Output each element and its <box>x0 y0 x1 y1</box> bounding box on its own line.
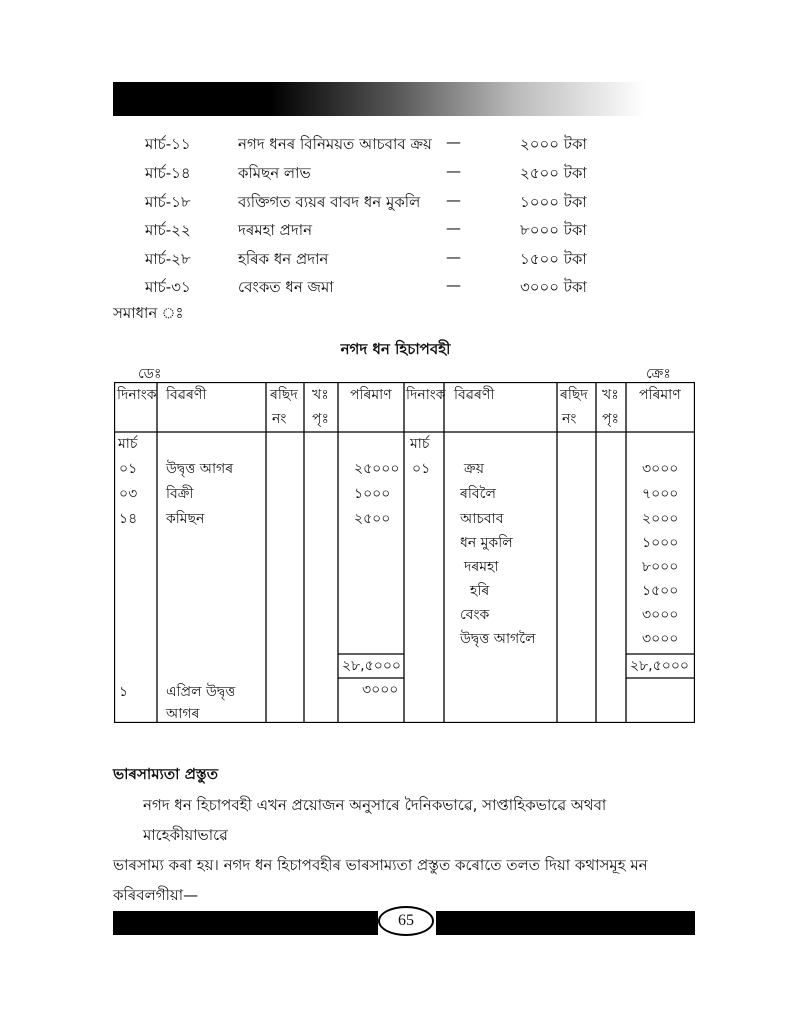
transaction-description: নগদ ধনৰ বিনিময়ত আচবাব ক্রয় <box>238 135 432 153</box>
debit-carry-particulars-2: আগৰ <box>166 706 200 722</box>
transaction-dash: — <box>446 219 461 237</box>
header-gradient-bar <box>113 82 673 116</box>
transaction-dash: — <box>446 162 461 180</box>
credit-total: ২৮,৫০০০ <box>630 658 690 674</box>
debit-carry-particulars: এপ্রিল উদ্বৃত্ত <box>166 684 236 700</box>
transaction-amount: ২০০০ টকা <box>520 135 587 153</box>
transaction-description: ব্যক্তিগত ব্যয়ৰ বাবদ ধন মুকলি <box>238 193 421 211</box>
debit-carry-date: ১ <box>119 684 129 700</box>
cash-book-ledger <box>114 382 695 723</box>
transaction-row <box>0 219 791 249</box>
transaction-date: মার্চ-১৮ <box>145 193 191 211</box>
transaction-description: দৰমহা প্রদান <box>238 221 313 239</box>
section-title: ভাৰসাম্যতা প্রস্তুত <box>113 765 218 783</box>
credit-particulars: বেংক <box>460 607 490 623</box>
header-date: দিনাংক <box>117 387 157 403</box>
debit-label: ডেঃ <box>138 366 162 382</box>
solution-label: সমাধান ঃ <box>113 304 184 322</box>
credit-amount: ৭০০০ <box>642 486 679 502</box>
transaction-date: মার্চ-১৪ <box>145 164 191 182</box>
credit-particulars: হৰি <box>470 583 490 599</box>
transaction-row <box>0 191 791 221</box>
debit-carry-amount: ৩০০০ <box>362 682 399 698</box>
paragraph-line: কৰিবলগীয়া— <box>113 886 199 904</box>
transaction-description: হৰিক ধন প্রদান <box>238 250 329 268</box>
transaction-dash: — <box>446 133 461 151</box>
header-folio-2: পৃঃ <box>312 411 329 427</box>
debit-month: মার্চ <box>118 436 138 452</box>
transaction-row <box>0 248 791 278</box>
header-date: দিনাংক <box>406 387 446 403</box>
credit-particulars: উদ্বৃত্ত আগলৈ <box>460 631 536 647</box>
header-receipt-no: ৰছিদ <box>560 387 588 403</box>
credit-label: ক্রেঃ <box>646 366 671 382</box>
debit-amount: ২৫০০০ <box>354 461 400 477</box>
debit-particulars: বিক্রী <box>166 486 194 502</box>
transaction-row <box>0 133 791 163</box>
transaction-dash: — <box>446 248 461 266</box>
header-amount: পৰিমাণ <box>639 387 681 403</box>
transaction-amount: ১৫০০ টকা <box>520 250 587 268</box>
header-receipt-no: ৰছিদ <box>270 387 298 403</box>
transaction-amount: ৮০০০ টকা <box>520 221 587 239</box>
transaction-amount: ৩০০০ টকা <box>520 278 587 296</box>
credit-amount: ৩০০০ <box>642 607 679 623</box>
debit-date: ১৪ <box>119 511 138 527</box>
credit-amount: ২০০০ <box>642 511 679 527</box>
credit-amount: ৩০০০ <box>642 461 679 477</box>
transaction-amount: ১০০০ টকা <box>520 193 587 211</box>
credit-particulars: ধন মুকলি <box>460 535 513 551</box>
paragraph-line: ভাৰসাম্য কৰা হয়। নগদ ধন হিচাপবহীৰ ভাৰসাম্যতা প্রস্তুত কৰোতে তলত দিয়া কথাসমূহ মন <box>113 856 648 874</box>
transaction-date: মার্চ-২২ <box>145 221 191 239</box>
transaction-dash: — <box>446 276 461 294</box>
credit-amount: ৩০০০ <box>642 631 679 647</box>
credit-particulars: দৰমহা <box>464 559 499 575</box>
credit-amount: ১৫০০ <box>642 583 679 599</box>
paragraph-line: নগদ ধন হিচাপবহী এখন প্রয়োজন অনুসাৰে দৈনিকভাৱে, সাপ্তাহিকভাৱে অথবা মাহেকীয়াভাৱে <box>143 796 607 844</box>
header-amount: পৰিমাণ <box>350 387 392 403</box>
transaction-date: মার্চ-২৮ <box>145 250 191 268</box>
cash-book-title: নগদ ধন হিচাপবহী <box>340 340 451 358</box>
credit-particulars: ক্রয় <box>464 461 484 477</box>
transaction-description: কমিছন লাভ <box>238 164 311 182</box>
debit-date: ০১ <box>119 461 138 477</box>
header-folio-2: পৃঃ <box>602 411 619 427</box>
header-folio: খঃ <box>602 387 619 403</box>
transaction-amount: ২৫০০ টকা <box>520 164 587 182</box>
body-paragraph <box>113 790 695 910</box>
transaction-dash: — <box>446 191 461 209</box>
debit-amount: ১০০০ <box>354 486 391 502</box>
transaction-row <box>0 162 791 192</box>
header-receipt-no-2: নং <box>562 411 577 427</box>
footer-bar-right <box>436 911 695 935</box>
credit-month: মার্চ <box>410 436 430 452</box>
credit-particulars: আচবাব <box>460 511 504 527</box>
transaction-date: মার্চ-১১ <box>145 135 191 153</box>
credit-amount: ১০০০ <box>642 535 679 551</box>
header-receipt-no-2: নং <box>272 411 287 427</box>
ledger-grid <box>114 382 695 723</box>
footer-bar-left <box>113 911 378 935</box>
debit-date: ০৩ <box>119 486 138 502</box>
header-particulars: বিৱৰণী <box>454 387 495 403</box>
credit-date: ০১ <box>412 461 431 477</box>
transaction-description: বেংকত ধন জমা <box>238 278 334 296</box>
credit-particulars: ৰবিলৈ <box>460 486 496 502</box>
debit-particulars: উদ্বৃত্ত আগৰ <box>166 461 234 477</box>
credit-amount: ৮০০০ <box>642 559 679 575</box>
page-number: 65 <box>378 906 434 936</box>
debit-particulars: কমিছন <box>166 511 205 527</box>
debit-total: ২৮,৫০০০ <box>342 658 402 674</box>
header-folio: খঃ <box>312 387 329 403</box>
debit-amount: ২৫০০ <box>354 511 391 527</box>
header-particulars: বিৱৰণী <box>166 387 207 403</box>
transaction-date: মার্চ-৩১ <box>145 278 191 296</box>
